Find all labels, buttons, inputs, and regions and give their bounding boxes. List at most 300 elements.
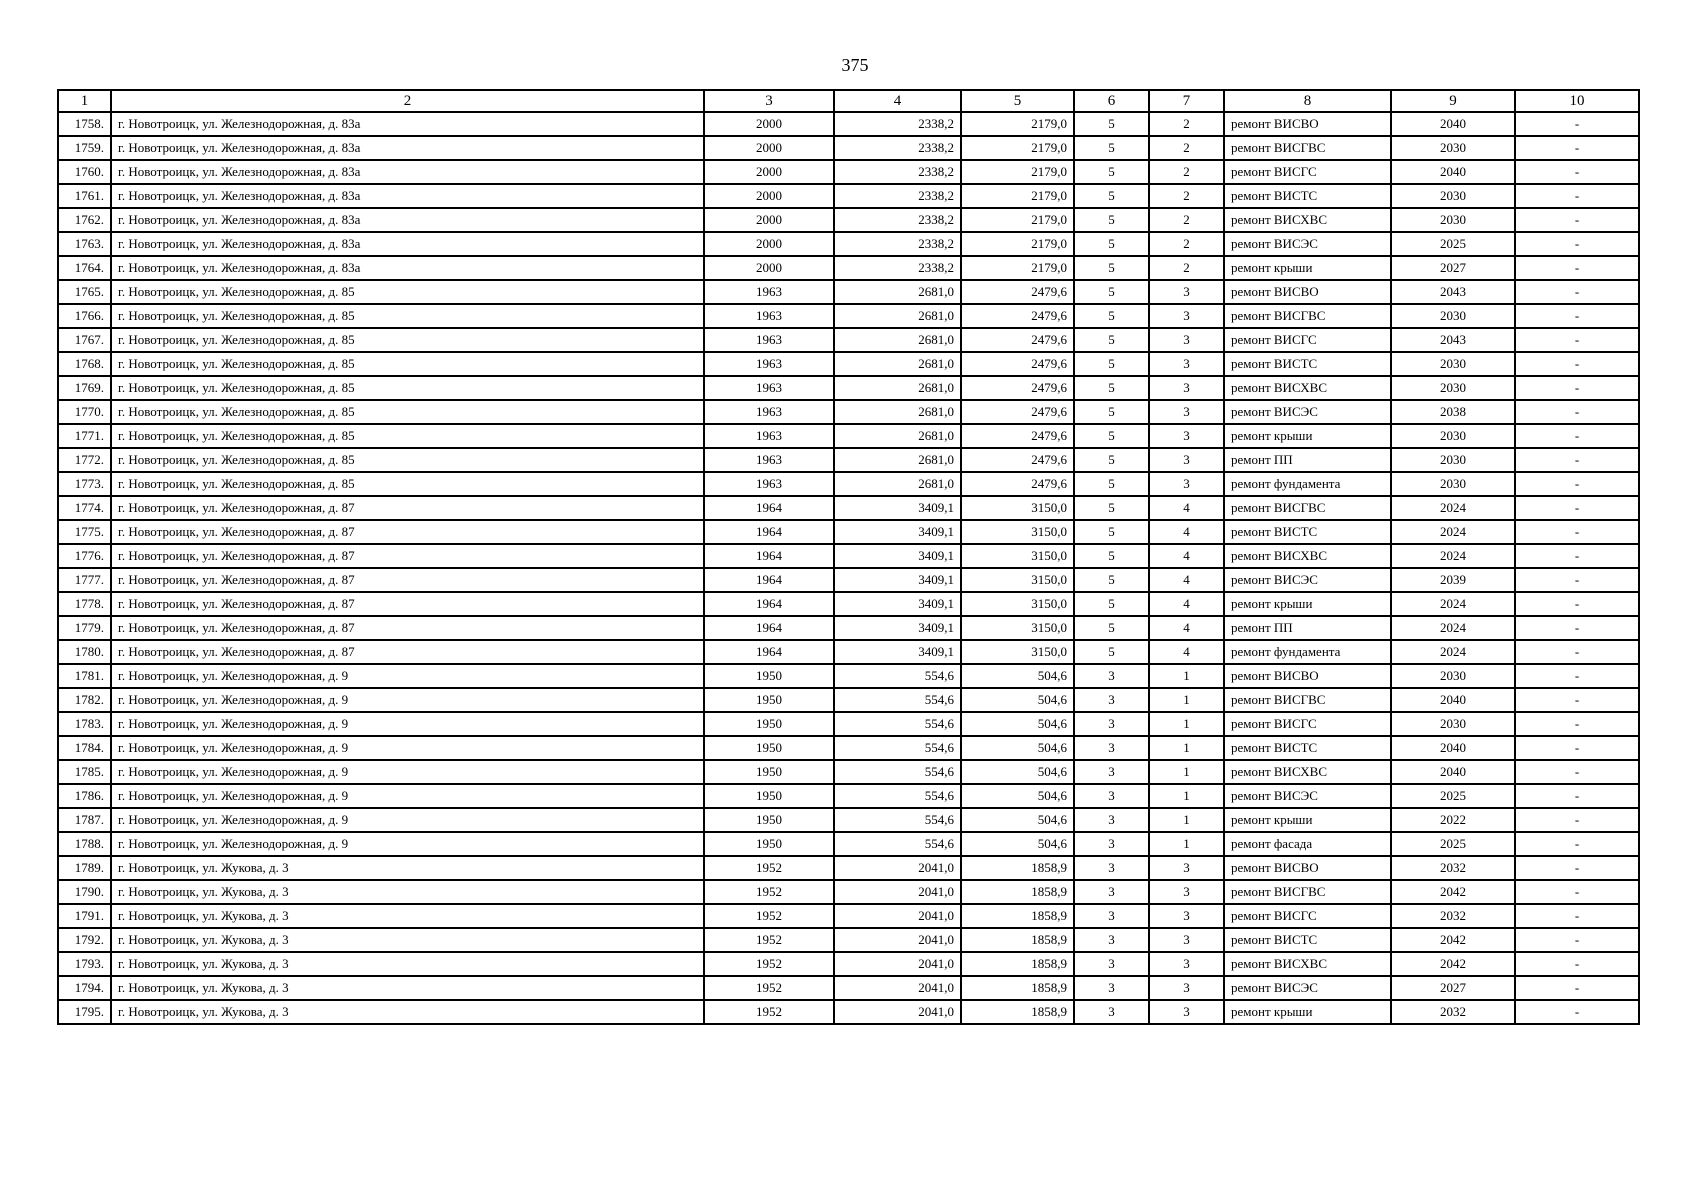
table-row [58,352,1639,376]
planned-year-cell: 2030 [1391,304,1515,328]
planned-year-cell: 2032 [1391,1000,1515,1024]
note-cell: - [1515,208,1639,232]
row-number-cell: 1779. [58,616,111,640]
note-cell: - [1515,880,1639,904]
floors-cell: 5 [1074,328,1149,352]
work-type-cell: ремонт ВИСХВС [1224,952,1391,976]
address-cell: г. Новотроицк, ул. Железнодорожная, д. 85 [111,280,704,304]
note-cell: - [1515,304,1639,328]
row-number-cell: 1762. [58,208,111,232]
table-row [58,592,1639,616]
living-area-cell: 3150,0 [961,544,1074,568]
address-cell: г. Новотроицк, ул. Жукова, д. 3 [111,904,704,928]
living-area-cell: 1858,9 [961,880,1074,904]
row-number-cell: 1784. [58,736,111,760]
floors-cell: 3 [1074,808,1149,832]
column-header: 8 [1224,90,1391,112]
row-number-cell: 1768. [58,352,111,376]
living-area-cell: 2179,0 [961,160,1074,184]
living-area-cell: 2179,0 [961,112,1074,136]
table-row [58,400,1639,424]
entrances-cell: 4 [1149,544,1224,568]
table-row [58,304,1639,328]
entrances-cell: 3 [1149,424,1224,448]
row-number-cell: 1767. [58,328,111,352]
row-number-cell: 1764. [58,256,111,280]
column-header: 2 [111,90,704,112]
year-built-cell: 1950 [704,664,834,688]
floors-cell: 3 [1074,688,1149,712]
living-area-cell: 2179,0 [961,256,1074,280]
row-number-cell: 1775. [58,520,111,544]
entrances-cell: 2 [1149,256,1224,280]
row-number-cell: 1769. [58,376,111,400]
address-cell: г. Новотроицк, ул. Жукова, д. 3 [111,952,704,976]
work-type-cell: ремонт ВИСВО [1224,112,1391,136]
living-area-cell: 2479,6 [961,352,1074,376]
note-cell: - [1515,280,1639,304]
total-area-cell: 2041,0 [834,1000,961,1024]
year-built-cell: 1950 [704,808,834,832]
address-cell: г. Новотроицк, ул. Железнодорожная, д. 83а [111,232,704,256]
work-type-cell: ремонт фундамента [1224,640,1391,664]
total-area-cell: 2338,2 [834,112,961,136]
planned-year-cell: 2030 [1391,376,1515,400]
address-cell: г. Новотроицк, ул. Железнодорожная, д. 9 [111,688,704,712]
row-number-cell: 1774. [58,496,111,520]
work-type-cell: ремонт ВИСТС [1224,520,1391,544]
note-cell: - [1515,352,1639,376]
year-built-cell: 2000 [704,184,834,208]
living-area-cell: 3150,0 [961,592,1074,616]
entrances-cell: 3 [1149,400,1224,424]
address-cell: г. Новотроицк, ул. Железнодорожная, д. 87 [111,640,704,664]
planned-year-cell: 2042 [1391,928,1515,952]
address-cell: г. Новотроицк, ул. Железнодорожная, д. 85 [111,400,704,424]
total-area-cell: 3409,1 [834,568,961,592]
work-type-cell: ремонт фасада [1224,832,1391,856]
table-row [58,664,1639,688]
row-number-cell: 1773. [58,472,111,496]
living-area-cell: 3150,0 [961,616,1074,640]
work-type-cell: ремонт крыши [1224,424,1391,448]
row-number-cell: 1776. [58,544,111,568]
floors-cell: 3 [1074,952,1149,976]
floors-cell: 5 [1074,208,1149,232]
year-built-cell: 1952 [704,856,834,880]
living-area-cell: 504,6 [961,832,1074,856]
row-number-cell: 1766. [58,304,111,328]
row-number-cell: 1783. [58,712,111,736]
total-area-cell: 3409,1 [834,592,961,616]
year-built-cell: 1950 [704,736,834,760]
entrances-cell: 1 [1149,808,1224,832]
address-cell: г. Новотроицк, ул. Железнодорожная, д. 85 [111,472,704,496]
floors-cell: 3 [1074,856,1149,880]
note-cell: - [1515,736,1639,760]
table-header [58,90,1639,112]
floors-cell: 5 [1074,400,1149,424]
living-area-cell: 2479,6 [961,376,1074,400]
year-built-cell: 2000 [704,256,834,280]
planned-year-cell: 2024 [1391,496,1515,520]
work-type-cell: ремонт ВИСГВС [1224,304,1391,328]
row-number-cell: 1792. [58,928,111,952]
note-cell: - [1515,640,1639,664]
total-area-cell: 3409,1 [834,520,961,544]
entrances-cell: 2 [1149,232,1224,256]
work-type-cell: ремонт ВИСТС [1224,352,1391,376]
row-number-cell: 1794. [58,976,111,1000]
address-cell: г. Новотроицк, ул. Железнодорожная, д. 87 [111,520,704,544]
entrances-cell: 3 [1149,352,1224,376]
work-type-cell: ремонт ВИСЭС [1224,568,1391,592]
floors-cell: 3 [1074,760,1149,784]
entrances-cell: 1 [1149,832,1224,856]
planned-year-cell: 2022 [1391,808,1515,832]
total-area-cell: 554,6 [834,832,961,856]
total-area-cell: 2681,0 [834,448,961,472]
floors-cell: 3 [1074,1000,1149,1024]
note-cell: - [1515,424,1639,448]
repair-schedule-table [57,89,1640,1025]
work-type-cell: ремонт ВИСГС [1224,328,1391,352]
row-number-cell: 1770. [58,400,111,424]
planned-year-cell: 2032 [1391,904,1515,928]
planned-year-cell: 2043 [1391,280,1515,304]
row-number-cell: 1763. [58,232,111,256]
work-type-cell: ремонт ВИСТС [1224,928,1391,952]
table-row [58,280,1639,304]
note-cell: - [1515,472,1639,496]
table-row [58,832,1639,856]
note-cell: - [1515,544,1639,568]
address-cell: г. Новотроицк, ул. Жукова, д. 3 [111,976,704,1000]
year-built-cell: 1952 [704,976,834,1000]
column-header: 3 [704,90,834,112]
column-header: 10 [1515,90,1639,112]
floors-cell: 5 [1074,112,1149,136]
living-area-cell: 2179,0 [961,184,1074,208]
entrances-cell: 3 [1149,448,1224,472]
note-cell: - [1515,952,1639,976]
total-area-cell: 554,6 [834,664,961,688]
entrances-cell: 4 [1149,640,1224,664]
floors-cell: 5 [1074,472,1149,496]
floors-cell: 3 [1074,928,1149,952]
planned-year-cell: 2025 [1391,784,1515,808]
address-cell: г. Новотроицк, ул. Железнодорожная, д. 9 [111,832,704,856]
note-cell: - [1515,976,1639,1000]
address-cell: г. Новотроицк, ул. Жукова, д. 3 [111,880,704,904]
total-area-cell: 2681,0 [834,376,961,400]
total-area-cell: 554,6 [834,688,961,712]
year-built-cell: 1963 [704,424,834,448]
living-area-cell: 1858,9 [961,928,1074,952]
table-row [58,184,1639,208]
work-type-cell: ремонт крыши [1224,592,1391,616]
table-row [58,952,1639,976]
floors-cell: 5 [1074,160,1149,184]
planned-year-cell: 2040 [1391,760,1515,784]
row-number-cell: 1765. [58,280,111,304]
table-row [58,160,1639,184]
table-body [58,112,1639,1024]
table-row [58,232,1639,256]
address-cell: г. Новотроицк, ул. Железнодорожная, д. 9 [111,784,704,808]
work-type-cell: ремонт ВИСГС [1224,904,1391,928]
floors-cell: 5 [1074,424,1149,448]
year-built-cell: 2000 [704,112,834,136]
row-number-cell: 1786. [58,784,111,808]
address-cell: г. Новотроицк, ул. Жукова, д. 3 [111,928,704,952]
address-cell: г. Новотроицк, ул. Железнодорожная, д. 9 [111,664,704,688]
address-cell: г. Новотроицк, ул. Железнодорожная, д. 9 [111,736,704,760]
entrances-cell: 1 [1149,712,1224,736]
column-header: 6 [1074,90,1149,112]
row-number-cell: 1787. [58,808,111,832]
year-built-cell: 1963 [704,280,834,304]
work-type-cell: ремонт ВИСГВС [1224,880,1391,904]
floors-cell: 5 [1074,448,1149,472]
entrances-cell: 4 [1149,520,1224,544]
note-cell: - [1515,184,1639,208]
table-row [58,784,1639,808]
address-cell: г. Новотроицк, ул. Железнодорожная, д. 83а [111,136,704,160]
year-built-cell: 1950 [704,760,834,784]
work-type-cell: ремонт крыши [1224,808,1391,832]
total-area-cell: 554,6 [834,808,961,832]
note-cell: - [1515,400,1639,424]
planned-year-cell: 2042 [1391,880,1515,904]
table-row [58,976,1639,1000]
entrances-cell: 4 [1149,568,1224,592]
floors-cell: 3 [1074,712,1149,736]
address-cell: г. Новотроицк, ул. Железнодорожная, д. 9 [111,808,704,832]
total-area-cell: 2681,0 [834,280,961,304]
note-cell: - [1515,688,1639,712]
planned-year-cell: 2030 [1391,208,1515,232]
floors-cell: 3 [1074,976,1149,1000]
address-cell: г. Новотроицк, ул. Железнодорожная, д. 87 [111,616,704,640]
work-type-cell: ремонт ВИСГВС [1224,688,1391,712]
work-type-cell: ремонт ВИСВО [1224,856,1391,880]
work-type-cell: ремонт ВИСХВС [1224,208,1391,232]
address-cell: г. Новотроицк, ул. Железнодорожная, д. 87 [111,568,704,592]
table-row [58,136,1639,160]
total-area-cell: 2681,0 [834,424,961,448]
floors-cell: 3 [1074,784,1149,808]
living-area-cell: 504,6 [961,784,1074,808]
living-area-cell: 2479,6 [961,472,1074,496]
row-number-cell: 1758. [58,112,111,136]
living-area-cell: 1858,9 [961,976,1074,1000]
address-cell: г. Новотроицк, ул. Железнодорожная, д. 87 [111,592,704,616]
year-built-cell: 1952 [704,904,834,928]
year-built-cell: 1963 [704,328,834,352]
year-built-cell: 1950 [704,688,834,712]
table-row [58,424,1639,448]
floors-cell: 5 [1074,568,1149,592]
planned-year-cell: 2024 [1391,544,1515,568]
living-area-cell: 2179,0 [961,208,1074,232]
planned-year-cell: 2040 [1391,112,1515,136]
total-area-cell: 2041,0 [834,880,961,904]
year-built-cell: 1950 [704,784,834,808]
living-area-cell: 504,6 [961,760,1074,784]
table-row [58,880,1639,904]
total-area-cell: 2041,0 [834,976,961,1000]
note-cell: - [1515,856,1639,880]
total-area-cell: 2338,2 [834,256,961,280]
floors-cell: 3 [1074,736,1149,760]
floors-cell: 3 [1074,664,1149,688]
total-area-cell: 2338,2 [834,136,961,160]
year-built-cell: 1952 [704,952,834,976]
address-cell: г. Новотроицк, ул. Железнодорожная, д. 83а [111,160,704,184]
address-cell: г. Новотроицк, ул. Железнодорожная, д. 85 [111,328,704,352]
work-type-cell: ремонт ВИСТС [1224,736,1391,760]
planned-year-cell: 2032 [1391,856,1515,880]
planned-year-cell: 2024 [1391,592,1515,616]
year-built-cell: 1963 [704,448,834,472]
column-header: 7 [1149,90,1224,112]
row-number-cell: 1790. [58,880,111,904]
row-number-cell: 1785. [58,760,111,784]
year-built-cell: 1963 [704,472,834,496]
floors-cell: 3 [1074,880,1149,904]
year-built-cell: 1964 [704,640,834,664]
planned-year-cell: 2030 [1391,448,1515,472]
entrances-cell: 4 [1149,496,1224,520]
note-cell: - [1515,712,1639,736]
total-area-cell: 2041,0 [834,952,961,976]
year-built-cell: 1964 [704,520,834,544]
living-area-cell: 1858,9 [961,952,1074,976]
planned-year-cell: 2027 [1391,976,1515,1000]
note-cell: - [1515,904,1639,928]
floors-cell: 5 [1074,544,1149,568]
column-header: 9 [1391,90,1515,112]
note-cell: - [1515,808,1639,832]
planned-year-cell: 2030 [1391,352,1515,376]
living-area-cell: 3150,0 [961,568,1074,592]
work-type-cell: ремонт ПП [1224,616,1391,640]
address-cell: г. Новотроицк, ул. Железнодорожная, д. 87 [111,496,704,520]
row-number-cell: 1788. [58,832,111,856]
year-built-cell: 1964 [704,616,834,640]
planned-year-cell: 2043 [1391,328,1515,352]
year-built-cell: 2000 [704,136,834,160]
table-row [58,712,1639,736]
entrances-cell: 3 [1149,376,1224,400]
planned-year-cell: 2027 [1391,256,1515,280]
year-built-cell: 1964 [704,544,834,568]
total-area-cell: 2041,0 [834,856,961,880]
entrances-cell: 2 [1149,208,1224,232]
table-row [58,520,1639,544]
total-area-cell: 2681,0 [834,400,961,424]
planned-year-cell: 2039 [1391,568,1515,592]
work-type-cell: ремонт ВИСЭС [1224,400,1391,424]
note-cell: - [1515,112,1639,136]
total-area-cell: 554,6 [834,760,961,784]
address-cell: г. Новотроицк, ул. Железнодорожная, д. 9 [111,712,704,736]
work-type-cell: ремонт фундамента [1224,472,1391,496]
floors-cell: 3 [1074,832,1149,856]
planned-year-cell: 2040 [1391,160,1515,184]
floors-cell: 5 [1074,232,1149,256]
row-number-cell: 1781. [58,664,111,688]
entrances-cell: 3 [1149,952,1224,976]
table-row [58,544,1639,568]
address-cell: г. Новотроицк, ул. Железнодорожная, д. 85 [111,304,704,328]
table-row [58,112,1639,136]
floors-cell: 5 [1074,640,1149,664]
entrances-cell: 3 [1149,976,1224,1000]
note-cell: - [1515,232,1639,256]
address-cell: г. Новотроицк, ул. Железнодорожная, д. 9 [111,760,704,784]
address-cell: г. Новотроицк, ул. Железнодорожная, д. 85 [111,424,704,448]
floors-cell: 5 [1074,184,1149,208]
address-cell: г. Новотроицк, ул. Железнодорожная, д. 85 [111,376,704,400]
entrances-cell: 4 [1149,616,1224,640]
table-row [58,736,1639,760]
living-area-cell: 1858,9 [961,904,1074,928]
note-cell: - [1515,568,1639,592]
address-cell: г. Новотроицк, ул. Железнодорожная, д. 83а [111,112,704,136]
entrances-cell: 1 [1149,688,1224,712]
table-row [58,808,1639,832]
note-cell: - [1515,832,1639,856]
address-cell: г. Новотроицк, ул. Жукова, д. 3 [111,856,704,880]
table-row [58,208,1639,232]
work-type-cell: ремонт ВИСГС [1224,160,1391,184]
floors-cell: 5 [1074,256,1149,280]
entrances-cell: 3 [1149,304,1224,328]
note-cell: - [1515,376,1639,400]
row-number-cell: 1759. [58,136,111,160]
column-header: 1 [58,90,111,112]
year-built-cell: 1950 [704,832,834,856]
total-area-cell: 3409,1 [834,496,961,520]
year-built-cell: 2000 [704,232,834,256]
note-cell: - [1515,136,1639,160]
row-number-cell: 1760. [58,160,111,184]
table-row [58,760,1639,784]
address-cell: г. Новотроицк, ул. Жукова, д. 3 [111,1000,704,1024]
year-built-cell: 1950 [704,712,834,736]
total-area-cell: 2681,0 [834,328,961,352]
total-area-cell: 3409,1 [834,640,961,664]
note-cell: - [1515,928,1639,952]
note-cell: - [1515,784,1639,808]
header-row [58,90,1639,112]
note-cell: - [1515,520,1639,544]
total-area-cell: 3409,1 [834,544,961,568]
planned-year-cell: 2042 [1391,952,1515,976]
row-number-cell: 1780. [58,640,111,664]
living-area-cell: 504,6 [961,736,1074,760]
entrances-cell: 1 [1149,664,1224,688]
note-cell: - [1515,328,1639,352]
year-built-cell: 1952 [704,880,834,904]
entrances-cell: 3 [1149,856,1224,880]
total-area-cell: 554,6 [834,784,961,808]
note-cell: - [1515,256,1639,280]
work-type-cell: ремонт ПП [1224,448,1391,472]
year-built-cell: 1952 [704,1000,834,1024]
